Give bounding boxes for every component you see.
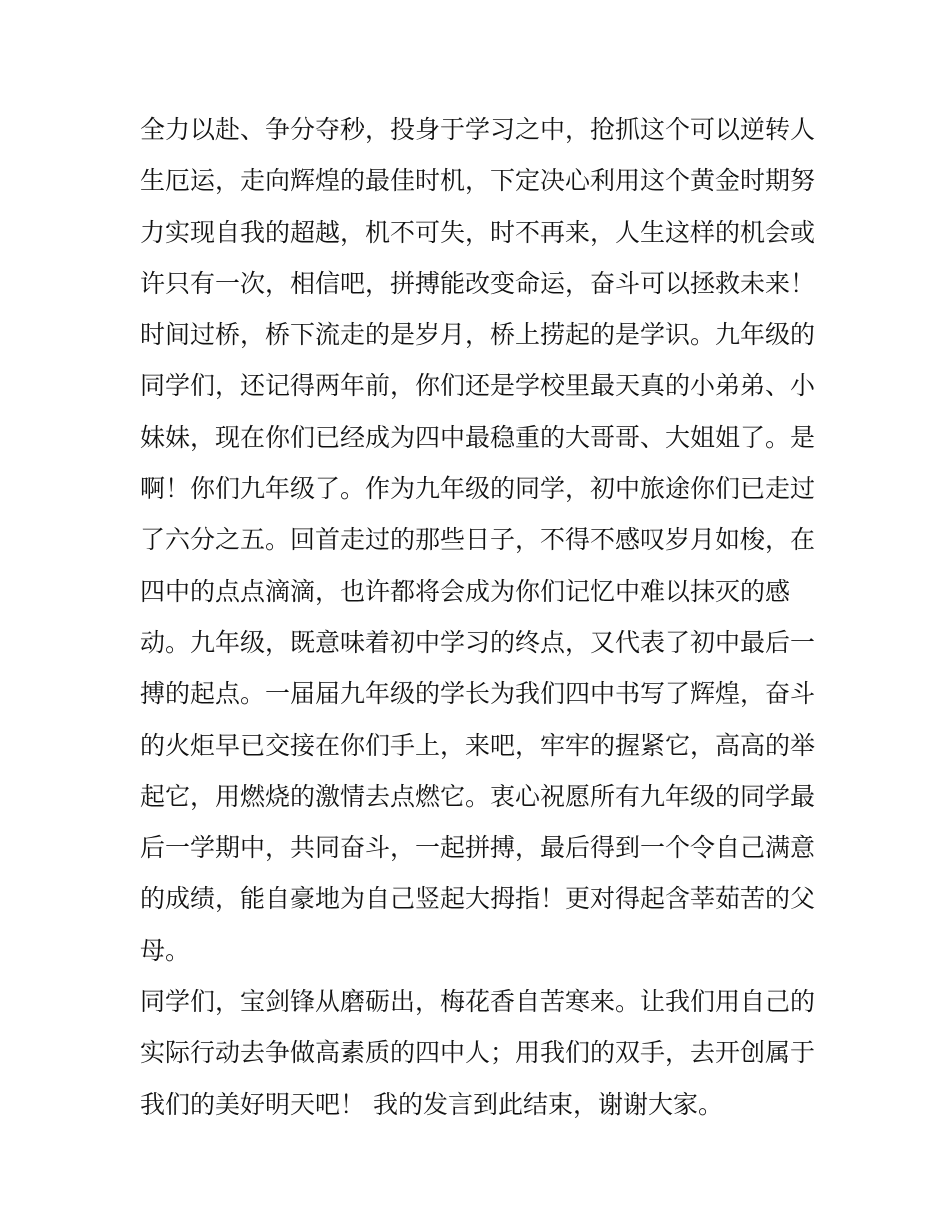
- text-line: 许只有一次，相信吧，拼搏能改变命运，奋斗可以拯救未来！: [140, 268, 816, 298]
- text-line: 四中的点点滴滴，也许都将会成为你们记忆中难以抹灭的感: [140, 576, 791, 606]
- text-line: 力实现自我的超越，机不可失，时不再来，人生这样的机会或: [140, 217, 816, 247]
- text-line: 生厄运，走向辉煌的最佳时机，下定决心利用这个黄金时期努: [140, 166, 816, 196]
- text-line: 同学们，宝剑锋从磨砺出，梅花香自苦寒来。让我们用自己的: [140, 987, 816, 1017]
- text-line: 的成绩，能自豪地为自己竖起大拇指！更对得起含莘茹苦的父: [140, 884, 816, 914]
- text-line: 实际行动去争做高素质的四中人；用我们的双手，去开创属于: [140, 1038, 816, 1068]
- text-line: 啊！你们九年级了。作为九年级的同学，初中旅途你们已走过: [140, 474, 816, 504]
- text-line: 全力以赴、争分夺秒，投身于学习之中，抢抓这个可以逆转人: [140, 115, 816, 144]
- text-line: 起它，用燃烧的激情去点燃它。衷心祝愿所有九年级的同学最: [140, 781, 816, 811]
- text-line: 动。九年级，既意味着初中学习的终点，又代表了初中最后一: [140, 627, 816, 657]
- text-line: 我们的美好明天吧！ 我的发言到此结束，谢谢大家。: [140, 1089, 723, 1119]
- text-line: 搏的起点。一届届九年级的学长为我们四中书写了辉煌，奋斗: [140, 679, 816, 709]
- text-line: 了六分之五。回首走过的那些日子，不得不感叹岁月如梭，在: [140, 525, 816, 555]
- text-line: 妹妹，现在你们已经成为四中最稳重的大哥哥、大姐姐了。是: [140, 422, 816, 452]
- text-line: 的火炬早已交接在你们手上，来吧，牢牢的握紧它，高高的举: [140, 730, 816, 760]
- speech-text-body: [140, 104, 820, 1130]
- text-line: 时间过桥，桥下流走的是岁月，桥上捞起的是学识。九年级的: [140, 320, 816, 350]
- text-line: 后一学期中，共同奋斗，一起拼搏，最后得到一个令自己满意: [140, 833, 816, 863]
- text-line: 母。: [140, 935, 191, 965]
- text-line: 同学们，还记得两年前，你们还是学校里最天真的小弟弟、小: [140, 371, 816, 401]
